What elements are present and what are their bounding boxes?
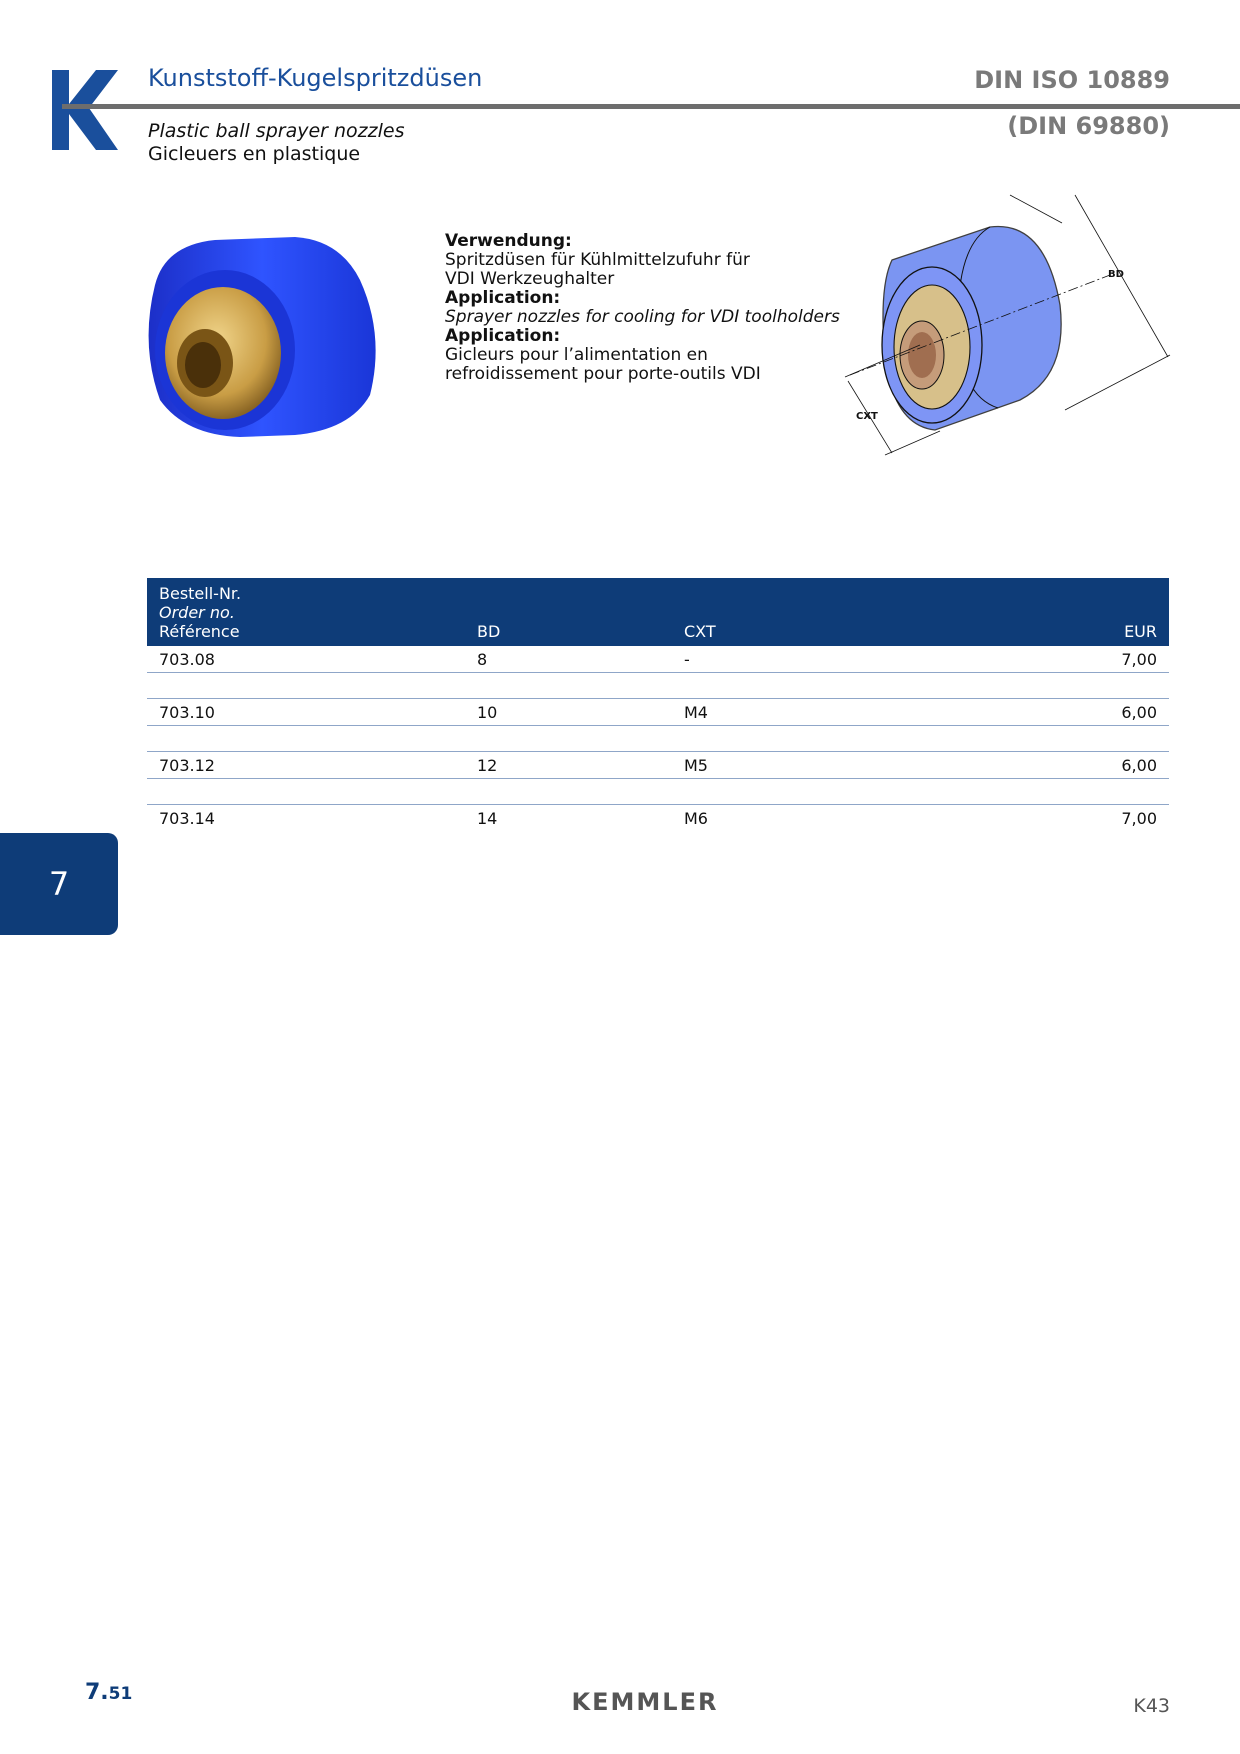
dimension-drawing [840,185,1180,475]
cell-order: 703.10 [147,699,465,726]
cell-bd: 10 [465,699,672,726]
cell-eur: 6,00 [954,752,1169,779]
header-rule [62,104,1240,109]
usage-text-en: Sprayer nozzles for cooling for VDI toolholders [445,307,840,327]
product-table [147,578,1169,831]
cell-bd: 8 [465,646,672,673]
page-number: 7.51 [85,1680,133,1705]
brand-wordmark: KEMMLER [571,1688,719,1716]
chapter-number: 7 [48,865,70,903]
cell-bd: 14 [477,809,498,828]
cell-cxt: M4 [672,699,954,726]
usage-text-fr-1: Gicleurs pour l’alimentation en [445,345,708,365]
cell-order: 703.08 [147,646,465,673]
header-eur: EUR [954,578,1169,646]
kemmler-k-logo-icon [52,70,118,150]
usage-text-fr-2: refroidissement pour porte-outils VDI [445,364,761,384]
norm-secondary: (DIN 69880) [1007,112,1170,140]
chapter-tab[interactable] [0,833,118,935]
cell-cxt: M5 [672,752,954,779]
table-row [147,752,1169,779]
row-spacer [147,673,1169,699]
usage-text-de-1: Spritzdüsen für Kühlmittelzufuhr für [445,250,750,270]
nozzle-photo [145,225,395,475]
row-spacer [147,779,1169,805]
cxt-dimension-label: CXT [856,411,878,422]
cell-order: 703.14 [159,809,215,828]
header-cxt: CXT [672,578,954,646]
subtitle-en: Plastic ball sprayer nozzles [148,120,405,142]
table-row [147,805,1169,832]
cell-bd: 12 [465,752,672,779]
description-block [445,232,845,384]
cell-eur: 7,00 [954,646,1169,673]
usage-heading-fr: Application: [445,326,561,346]
bd-dimension-label: BD [1108,269,1124,280]
norm-primary: DIN ISO 10889 [974,66,1170,94]
table-row [147,646,1169,673]
cell-cxt: M6 [684,809,708,828]
table-header-row [147,578,1169,646]
cell-cxt: - [672,646,954,673]
header-bd: BD [465,578,672,646]
cell-eur: 6,00 [954,699,1169,726]
cell-order: 703.12 [147,752,465,779]
page-title: Kunststoff-Kugelspritzdüsen [148,64,483,92]
usage-text-de-2: VDI Werkzeughalter [445,269,615,289]
usage-heading-en: Application: [445,288,561,308]
cell-eur: 7,00 [1121,809,1157,828]
table-row [147,699,1169,726]
header-order-number: Bestell-Nr. Order no. Référence [147,578,465,646]
subtitle-fr: Gicleuers en plastique [148,143,361,165]
row-spacer [147,726,1169,752]
usage-heading-de: Verwendung: [445,231,572,251]
catalog-code: K43 [1133,1695,1170,1717]
